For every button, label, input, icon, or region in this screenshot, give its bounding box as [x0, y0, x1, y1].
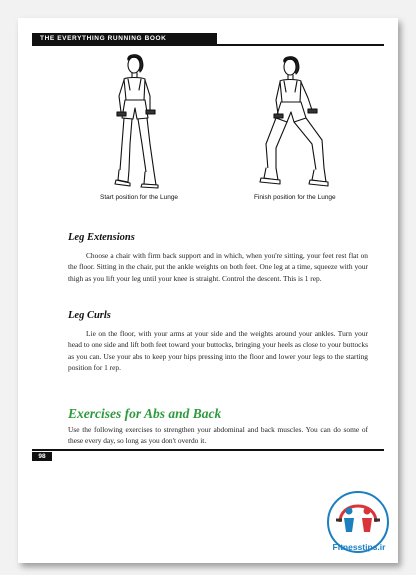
paragraph-leg-extensions: Choose a chair with firm back support and in which, when you're sitting, your feet rest flat on the floor. Sitting in the chair, put the ankle weights on both feet. One leg at a time, squeeze with your thigh as you lift your leg until your knee is straight. Control the descent. This is 1 rep.: [68, 251, 368, 283]
section-heading-leg-extensions: Leg Extensions: [68, 232, 135, 243]
fitnesstips-logo: [318, 484, 398, 564]
running-head: THE EVERYTHING RUNNING BOOK: [32, 33, 217, 44]
section-heading-abs-back: Exercises for Abs and Back: [68, 406, 222, 421]
lunge-start-illustration: [100, 52, 170, 202]
watermark-text: Fitnesstips.ir: [332, 542, 386, 552]
page-number: 98: [32, 452, 52, 461]
figure-caption-finish: Finish position for the Lunge: [254, 194, 336, 201]
lunge-finish-illustration: [254, 52, 334, 202]
header-rule: [32, 44, 384, 46]
section-heading-leg-curls: Leg Curls: [68, 310, 111, 321]
figure-caption-start: Start position for the Lunge: [100, 194, 179, 201]
paragraph-abs-back: Use the following exercises to strengthen your abdominal and back muscles. You can do some of these every day, so long as you don't overdo it.: [68, 425, 368, 446]
footer-rule: [32, 449, 384, 451]
paragraph-leg-curls: Lie on the floor, with your arms at your side and the weights around your ankles. Turn your head to one side and lift both feet toward your buttocks, bringing your heels as close to your buttocks as you can. Use your abs to keep your hips pressing into the floor and lower your legs to the starting position for 1 rep.: [68, 329, 368, 372]
book-page: [18, 18, 398, 563]
